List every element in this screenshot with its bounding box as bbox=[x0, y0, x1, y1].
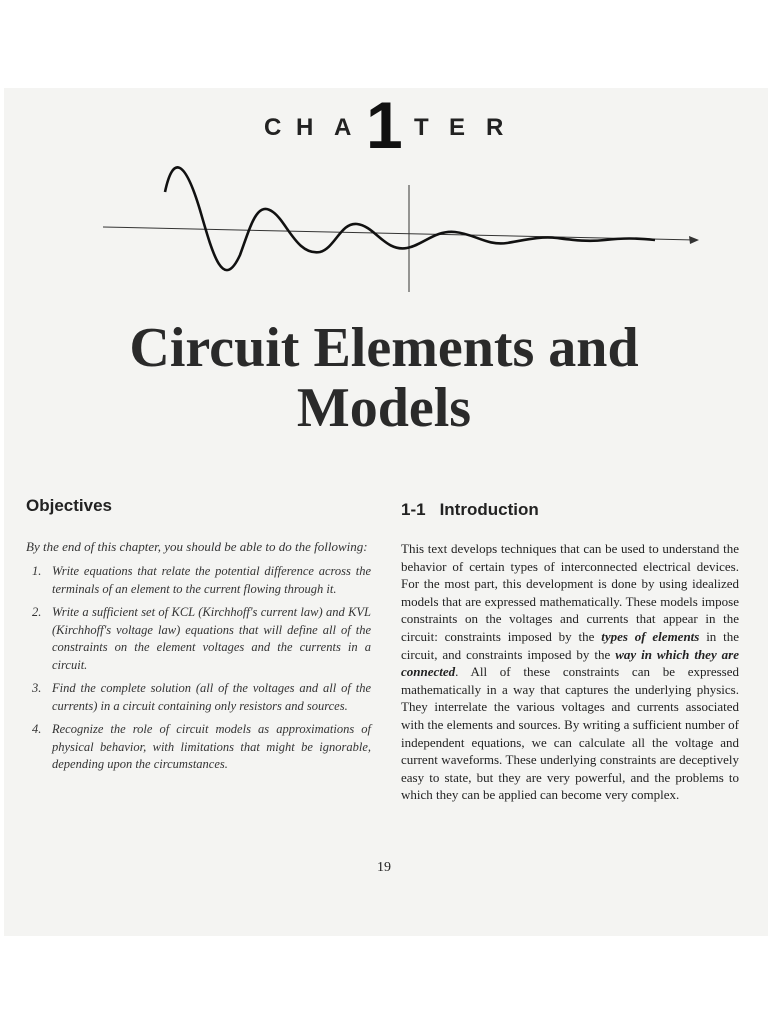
emphasis-text: types of elements bbox=[601, 628, 700, 644]
list-item-text: Write equations that relate the potential difference across the terminals of an element to the current flowing through it. bbox=[52, 564, 371, 596]
list-item bbox=[26, 721, 371, 774]
list-item bbox=[26, 563, 371, 598]
chapter-letter: A bbox=[334, 114, 352, 141]
list-item bbox=[26, 604, 371, 674]
wave-time-axis bbox=[103, 227, 695, 240]
chapter-letter: E bbox=[449, 114, 466, 141]
objectives-intro: By the end of this chapter, you should be able to do the following: bbox=[26, 539, 368, 554]
chapter-number: 1 bbox=[366, 88, 403, 162]
page-number: 19 bbox=[377, 860, 391, 875]
chapter-letter: R bbox=[486, 114, 504, 141]
list-item-text: Find the complete solution (all of the voltages and all of the currents) in a circuit containing only resistors and sources. bbox=[52, 681, 371, 713]
objectives-heading: Objectives bbox=[26, 496, 112, 515]
list-item-text: Recognize the role of circuit models as approximations of physical behavior, with limitations that might be ignorable, depending upon the circumstances. bbox=[52, 722, 371, 771]
paragraph-text: in the circuit, and constraints imposed by the bbox=[401, 628, 740, 662]
list-item-number: 1. bbox=[32, 564, 42, 578]
list-item-text: Write a sufficient set of KCL (Kirchhoff's current law) and KVL (Kirchhoff's voltage law) equations that will define all of the constraints on the element voltages and the currents in a circuit. bbox=[52, 605, 371, 672]
list-item-number: 2. bbox=[32, 605, 42, 619]
list-item-number: 4. bbox=[32, 722, 42, 736]
introduction-heading bbox=[401, 500, 739, 520]
list-item-number: 3. bbox=[32, 681, 42, 695]
objectives-column bbox=[26, 496, 371, 780]
paragraph-text: . All of these constraints can be expressed mathematically in a way that captures the underlying physics. They interrelate the various voltages and currents associated with the elements and sources. By writing a sufficient number of independent equations, we can calculate all the voltage and current waveforms. These underlying constraints are deceptively easy to state, but they are very powerful, and the problems to which they can be applied can become very complex. bbox=[401, 664, 739, 803]
chapter-letter: T bbox=[414, 114, 429, 141]
objectives-list bbox=[26, 563, 371, 774]
introduction-column bbox=[401, 500, 739, 804]
list-item bbox=[26, 680, 371, 715]
axis-arrow-icon bbox=[689, 236, 699, 244]
paragraph-text: This text develops techniques that can be used to understand the behavior of certain types of interconnected electrical devices. For the most part, this development is done by using idealized models that are expressed mathematically. These models impose constraints on the voltages and currents that appear in the circuit: constraints imposed by the bbox=[401, 541, 739, 644]
chapter-title-line: Circuit Elements and bbox=[129, 317, 639, 379]
chapter-letter: C bbox=[264, 114, 282, 141]
section-title: Introduction bbox=[439, 500, 539, 519]
damped-wave-illustration bbox=[95, 150, 705, 300]
damped-waveform bbox=[165, 167, 655, 270]
emphasis-text: way in which they are connected bbox=[401, 646, 739, 680]
chapter-title-line: Models bbox=[296, 377, 472, 439]
chapter-title bbox=[0, 318, 768, 438]
section-number: 1-1 bbox=[401, 500, 426, 519]
chapter-letter: H bbox=[296, 114, 314, 141]
introduction-paragraph bbox=[401, 540, 739, 804]
